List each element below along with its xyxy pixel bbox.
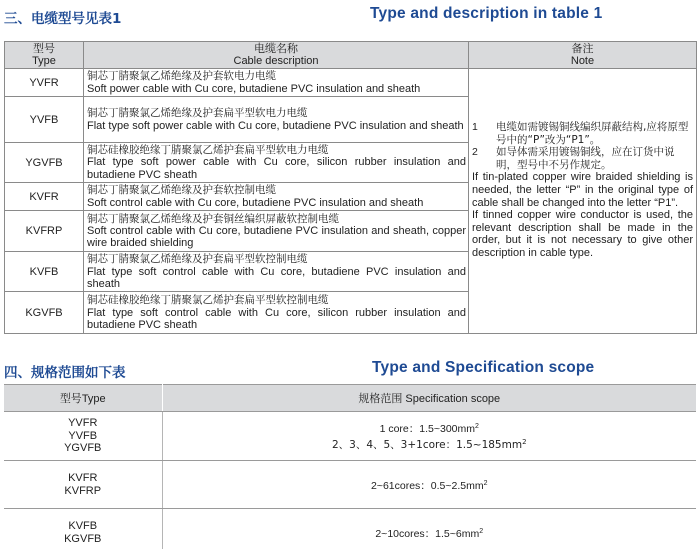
cable-type: KVFRP <box>5 211 84 252</box>
header-spec-cn: 规格范围 <box>358 392 403 405</box>
description-cn: 铜芯硅橡胶绝缘丁腈聚氯乙烯护套扁平型软电力电缆 <box>87 144 329 156</box>
type-name: KVFRP <box>64 484 102 497</box>
cable-type: YGVFB <box>5 143 84 183</box>
description-en: Soft control cable with Cu core, butadiene PVC insulation and sheath, copper wire braided shielding <box>87 225 466 250</box>
type-name: YVFR <box>68 417 98 430</box>
cable-type-table <box>4 41 697 334</box>
description-en: Flat type soft control cable with Cu core, silicon rubber insulation and butadiene PVC sheath <box>87 306 466 332</box>
description-cn: 铜芯丁腈聚氯乙烯绝缘及护套软控制电缆 <box>87 184 276 197</box>
type-name: KVFB <box>68 520 98 532</box>
cable-description <box>84 97 469 143</box>
header-specification <box>162 385 696 412</box>
cable-type: KVFB <box>5 252 84 292</box>
spec-text: 2~10cores：1.5~6mm <box>375 527 480 540</box>
spec-superscript: 2 <box>483 479 488 487</box>
header-type-en: Type <box>81 393 106 405</box>
note-en-1: If tin-plated copper wire braided shielding is needed, the letter “P” in the original type of cable shall be changed into the letter “P1”. <box>472 171 693 209</box>
spec-text: 2~61cores：0.5~2.5mm <box>370 479 484 492</box>
spec-text: 2、3、4、5、3+1core：1.5~185mm <box>331 439 523 451</box>
header-type-cn: 型号 <box>59 392 82 405</box>
cable-type: YVFR <box>5 69 84 97</box>
type-group <box>4 461 162 509</box>
cable-description <box>84 211 469 252</box>
table-header-row <box>4 385 696 412</box>
type-group <box>4 412 162 461</box>
note-cell <box>469 69 697 334</box>
section-title-en: Type and description in table 1 <box>370 5 603 22</box>
cable-description <box>84 252 469 292</box>
cable-description <box>84 143 469 183</box>
header-desc-cn: 电缆名称 <box>254 42 298 55</box>
cable-description <box>84 183 469 211</box>
note-item-1-number: 1 <box>472 121 478 133</box>
description-en: Soft control cable with Cu core, butadiene PVC insulation and sheath <box>87 196 424 209</box>
header-type-cn: 型号 <box>33 42 55 55</box>
note-item-1 <box>472 121 693 146</box>
header-note-cn: 备注 <box>571 42 594 55</box>
spec-line <box>163 436 697 452</box>
header-type-en: Type <box>32 55 56 67</box>
type-group <box>4 509 162 549</box>
note-item-2-number: 2 <box>472 146 478 159</box>
header-note-en: Note <box>570 55 595 67</box>
description-cn: 铜芯丁腈聚氯乙烯绝缘及护套铜丝编织屏蔽软控制电缆 <box>87 212 339 225</box>
description-en: Flat type soft control cable with Cu core, butadiene PVC insulation and sheath <box>87 265 466 291</box>
note-item-1-text: 电缆如需镀锡铜线编织屏蔽结构,应将原型号中的“P”改为“P1”。 <box>496 121 689 146</box>
table-header-row <box>5 42 697 69</box>
section-heading-2 <box>0 359 700 381</box>
description-cn: 铜芯丁腈聚氯乙烯绝缘及护套扁平型软电力电缆 <box>87 107 308 120</box>
description-cn: 铜芯硅橡胶绝缘丁腈聚氯乙烯护套扁平型软控制电缆 <box>87 294 329 307</box>
header-note <box>469 42 697 69</box>
note-en-2: If tinned copper wire conductor is used, the relevant description shall be made in the order, but it is not necessary to give other description in cable type. <box>472 209 693 259</box>
description-en: Soft power cable with Cu core, butadiene PVC insulation and sheath <box>87 82 421 95</box>
spec-line <box>163 420 697 436</box>
description-cn: 铜芯丁腈聚氯乙烯绝缘及护套扁平型软控制电缆 <box>87 253 308 266</box>
cable-description <box>84 69 469 97</box>
cable-type: YVFB <box>5 97 84 143</box>
section-title-cn: 四、规格范围如下表 <box>4 365 126 381</box>
cable-type: KGVFB <box>5 292 84 334</box>
type-name: KVFR <box>68 472 98 484</box>
cable-description <box>84 292 469 334</box>
header-spec-en: Specification scope <box>405 393 501 405</box>
section-title-cn: 三、电缆型号见表1 <box>4 11 122 27</box>
description-en: Flat type soft power cable with Cu core, silicon rubber insulation and butadiene PVC sheath <box>87 156 466 181</box>
spec-superscript: 2 <box>479 527 484 535</box>
note-item-2 <box>472 146 693 171</box>
section-heading-1 <box>0 5 700 27</box>
cable-type: KVFR <box>5 183 84 211</box>
note-item-2-text: 如导体需采用镀锡铜线，应在订货中说明，型号中不另作规定。 <box>496 146 675 171</box>
type-name: YVFB <box>68 429 98 442</box>
header-type <box>4 385 162 412</box>
header-type <box>5 42 84 69</box>
spec-range <box>162 412 696 461</box>
header-description <box>84 42 469 69</box>
spec-range <box>162 461 696 509</box>
section-title-en: Type and Specification scope <box>372 359 595 376</box>
table-row <box>4 461 696 509</box>
header-desc-en: Cable description <box>233 55 319 67</box>
type-name: YGVFB <box>64 442 102 455</box>
spec-superscript: 2 <box>475 423 479 430</box>
spec-superscript: 2 <box>522 438 527 446</box>
description-en: Flat type soft power cable with Cu core, butadiene PVC insulation and sheath <box>87 119 464 132</box>
spec-range <box>162 509 696 549</box>
type-name: KGVFB <box>64 532 102 545</box>
table-row <box>4 509 696 549</box>
description-cn: 铜芯丁腈聚氯乙烯绝缘及护套软电力电缆 <box>87 70 276 83</box>
table-row <box>4 412 696 461</box>
specification-table <box>4 384 696 549</box>
spec-text: 1 core：1.5~300mm <box>379 423 476 435</box>
table-row <box>5 69 697 97</box>
